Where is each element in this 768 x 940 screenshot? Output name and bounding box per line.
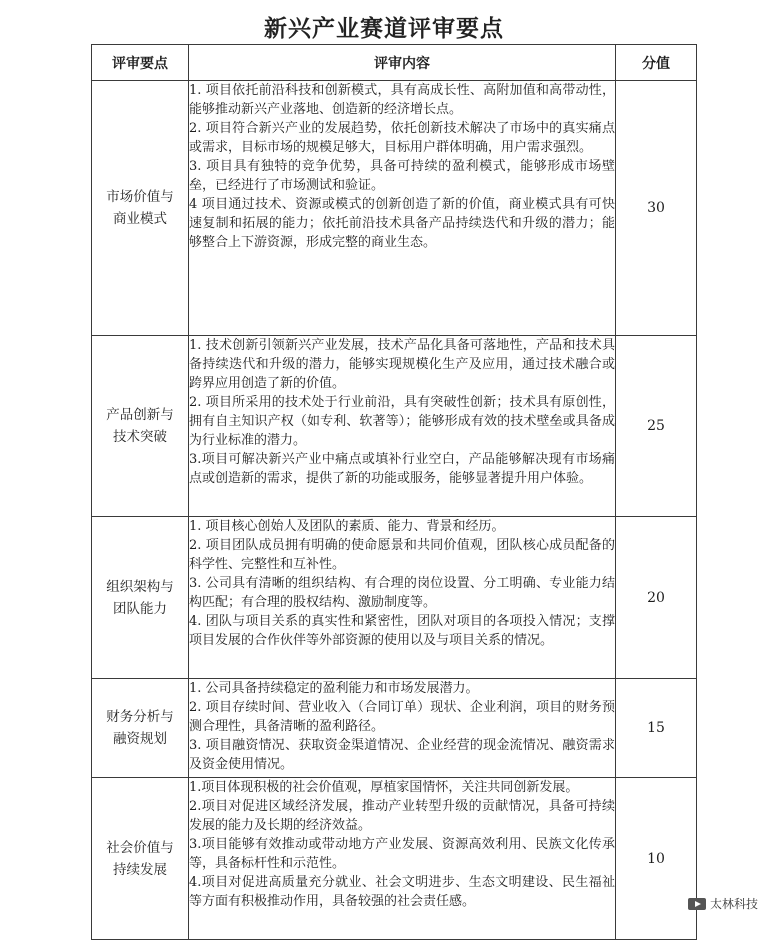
content-item: 2. 项目所采用的技术处于行业前沿，具有突破性创新；技术具有原创性，拥有自主知识产权（如专利、软著等）；能够形成有效的技术壁垒或具备成为行业标准的潜力。 [189,395,615,448]
criteria-point-cell: 财务分析与 融资规划 [92,679,189,778]
content-item: 2. 项目存续时间、营业收入（合同订单）现状、企业利润，项目的财务预测合理性，具备清晰的盈利路径。 [189,700,615,734]
header-score: 分值 [616,45,697,81]
criteria-point-cell: 社会价值与 持续发展 [92,778,189,940]
table-row [92,517,697,679]
criteria-point-cell: 产品创新与 技术突破 [92,336,189,517]
score-cell: 30 [616,81,697,336]
criteria-point-cell: 市场价值与 商业模式 [92,81,189,336]
criteria-content-cell [189,517,616,679]
content-item: 3. 公司具有清晰的组织结构、有合理的岗位设置、分工明确、专业能力结构匹配；有合理的股权结构、激励制度等。 [189,576,615,610]
content-item: 1. 公司具备持续稳定的盈利能力和市场发展潜力。 [189,681,479,696]
score-cell: 15 [616,679,697,778]
page-title: 新兴产业赛道评审要点 [264,15,504,42]
score-cell: 25 [616,336,697,517]
content-item: 1. 技术创新引领新兴产业发展，技术产品化具备可落地性，产品和技术具备持续迭代和升级的潜力，能够实现规模化生产及应用，通过技术融合或跨界应用创造了新的价值。 [189,338,615,391]
criteria-point-cell: 组织架构与 团队能力 [92,517,189,679]
content-item: 3. 项目具有独特的竞争优势，具备可持续的盈利模式，能够形成市场壁垒，已经进行了市场测试和验证。 [189,159,615,193]
watermark [688,895,758,912]
criteria-content-cell [189,81,616,336]
content-item: 3.项目可解决新兴产业中痛点或填补行业空白，产品能够解决现有市场痛点或创造新的需求，提供了新的功能或服务，能够显著提升用户体验。 [189,452,615,486]
content-item: 1. 项目核心创始人及团队的素质、能力、背景和经历。 [189,519,505,534]
table-header-row [92,45,697,81]
content-item: 1. 项目依托前沿科技和创新模式，具有高成长性、高附加值和高带动性，能够推动新兴产业落地、创造新的经济增长点。 [189,83,615,117]
content-item: 3.项目能够有效推动或带动地方产业发展、资源高效利用、民族文化传承等，具备标杆性和示范性。 [189,837,615,871]
table-row [92,679,697,778]
video-play-icon [688,898,706,910]
content-item: 4.项目对促进高质量充分就业、社会文明进步、生态文明建设、民生福祉等方面有积极推动作用，具备较强的社会责任感。 [189,875,615,909]
table-row [92,81,697,336]
table-row [92,336,697,517]
score-cell: 20 [616,517,697,679]
criteria-content-cell [189,336,616,517]
content-item: 2. 项目团队成员拥有明确的使命愿景和共同价值观，团队核心成员配备的科学性、完整性和互补性。 [189,538,615,572]
content-item: 2. 项目符合新兴产业的发展趋势，依托创新技术解决了市场中的真实痛点或需求，目标市场的规模足够大，目标用户群体明确，用户需求强烈。 [189,121,615,155]
content-item: 2.项目对促进区域经济发展，推动产业转型升级的贡献情况，具备可持续发展的能力及长期的经济效益。 [189,799,615,833]
content-item: 4 项目通过技术、资源或模式的创新创造了新的价值，商业模式具有可快速复制和拓展的能力；依托前沿技术具备产品持续迭代和升级的潜力；能够整合上下游资源，形成完整的商业生态。 [189,197,615,250]
criteria-content-cell [189,679,616,778]
criteria-content-cell [189,778,616,940]
content-item: 1.项目体现积极的社会价值观，厚植家国情怀，关注共同创新发展。 [189,780,579,795]
table-row [92,778,697,940]
score-cell: 10 [616,778,697,940]
header-point: 评审要点 [92,45,189,81]
content-item: 3. 项目融资情况、获取资金渠道情况、企业经营的现金流情况、融资需求及资金使用情况。 [189,738,615,772]
header-content: 评审内容 [189,45,616,81]
content-item: 4. 团队与项目关系的真实性和紧密性，团队对项目的各项投入情况；支撑项目发展的合作伙伴等外部资源的使用以及与项目关系的情况。 [189,614,615,648]
criteria-table [91,44,697,940]
watermark-text: 太林科技 [709,897,758,911]
